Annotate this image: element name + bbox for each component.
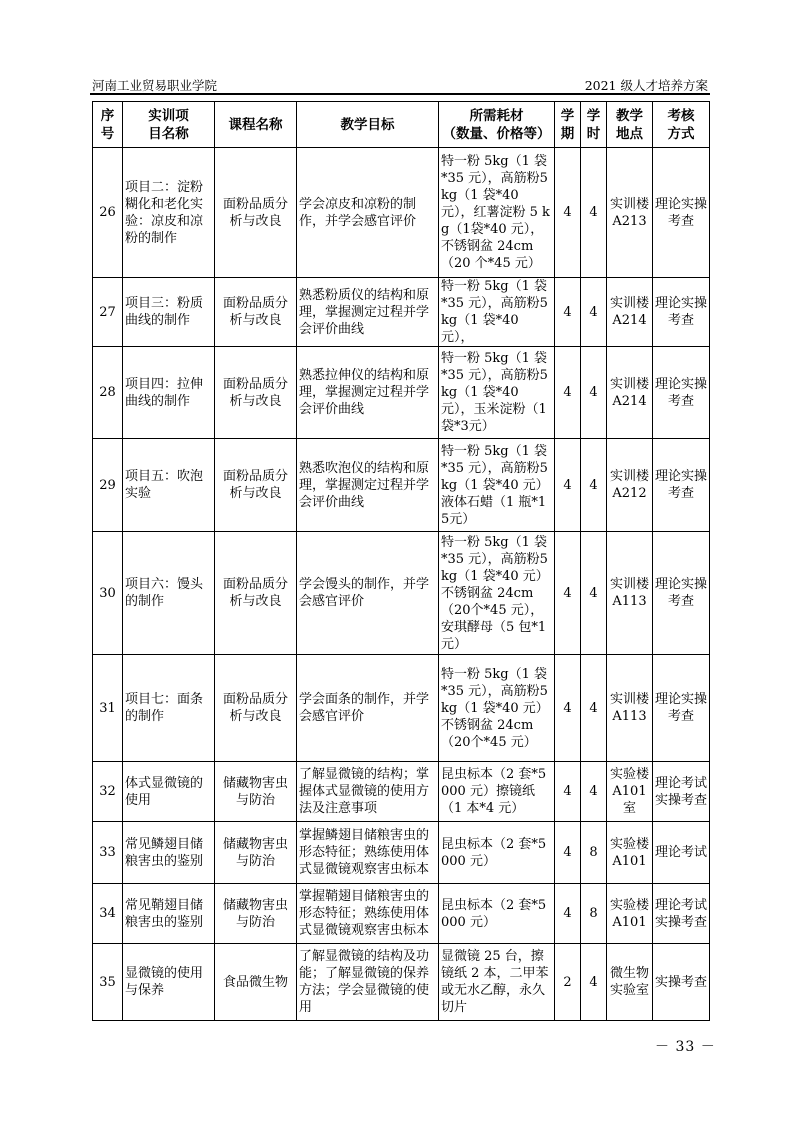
cell-no: 27 bbox=[93, 278, 123, 347]
cell-hours: 4 bbox=[581, 278, 607, 347]
cell-course: 面粉品质分析与改良 bbox=[215, 655, 297, 762]
cell-hours: 4 bbox=[581, 762, 607, 822]
cell-hours: 8 bbox=[581, 822, 607, 884]
cell-place: 实训楼A212 bbox=[607, 439, 653, 532]
cell-exam: 理论实操考查 bbox=[653, 655, 710, 762]
cell-project: 项目六：馒头的制作 bbox=[123, 532, 215, 655]
cell-materials: 特一粉 5kg（1 袋*35 元），高筋粉5kg（1 袋*40 元），红薯淀粉 5 kg（1袋*40 元），不锈钢盆 24cm（20 个*45 元） bbox=[439, 148, 555, 278]
cell-place: 实训楼A213 bbox=[607, 148, 653, 278]
cell-materials: 特一粉 5kg（1 袋*35 元），高筋粉5kg（1 袋*40 元）， bbox=[439, 278, 555, 347]
cell-exam: 理论实操考查 bbox=[653, 532, 710, 655]
cell-no: 28 bbox=[93, 347, 123, 439]
cell-materials: 昆虫标本（2 套*5000 元） bbox=[439, 822, 555, 884]
cell-exam: 理论考试实操考查 bbox=[653, 762, 710, 822]
cell-no: 31 bbox=[93, 655, 123, 762]
cell-goal: 掌握鳞翅目储粮害虫的形态特征；熟练使用体式显微镜观察害虫标本 bbox=[297, 822, 439, 884]
header-school-name: 河南工业贸易职业学院 bbox=[92, 78, 218, 93]
col-header-place: 教学 地点 bbox=[607, 102, 653, 148]
training-table bbox=[92, 101, 710, 1021]
cell-course: 食品微生物 bbox=[215, 944, 297, 1021]
cell-place: 实训楼A113 bbox=[607, 655, 653, 762]
col-header-term: 学 期 bbox=[555, 102, 581, 148]
cell-no: 34 bbox=[93, 884, 123, 944]
cell-place: 实验楼A101 室 bbox=[607, 762, 653, 822]
cell-place: 实训楼A214 bbox=[607, 347, 653, 439]
col-header-no: 序 号 bbox=[93, 102, 123, 148]
cell-exam: 理论实操考查 bbox=[653, 347, 710, 439]
cell-materials: 特一粉 5kg（1 袋*35 元），高筋粉5kg（1 袋*40 元）不锈钢盆 24cm（20个*45 元） bbox=[439, 655, 555, 762]
cell-materials: 显微镜 25 台，擦镜纸 2 本，二甲苯或无水乙醇，永久切片 bbox=[439, 944, 555, 1021]
cell-place: 实验楼A101 bbox=[607, 822, 653, 884]
cell-project: 体式显微镜的使用 bbox=[123, 762, 215, 822]
cell-course: 储藏物害虫与防治 bbox=[215, 762, 297, 822]
cell-goal: 学会凉皮和凉粉的制作，并学会感官评价 bbox=[297, 148, 439, 278]
cell-project: 项目三：粉质曲线的制作 bbox=[123, 278, 215, 347]
cell-term: 4 bbox=[555, 532, 581, 655]
cell-goal: 学会馒头的制作，并学会感官评价 bbox=[297, 532, 439, 655]
cell-materials: 特一粉 5kg（1 袋*35 元），高筋粉5kg（1 袋*40 元），玉米淀粉（1 袋*3元） bbox=[439, 347, 555, 439]
cell-exam: 理论实操考查 bbox=[653, 278, 710, 347]
cell-project: 项目七：面条的制作 bbox=[123, 655, 215, 762]
cell-exam: 理论考试实操考查 bbox=[653, 884, 710, 944]
cell-course: 面粉品质分析与改良 bbox=[215, 278, 297, 347]
cell-no: 30 bbox=[93, 532, 123, 655]
table-row bbox=[93, 884, 710, 944]
table-row bbox=[93, 439, 710, 532]
cell-hours: 8 bbox=[581, 884, 607, 944]
page-number: － 33 － bbox=[655, 1039, 716, 1055]
cell-course: 面粉品质分析与改良 bbox=[215, 347, 297, 439]
cell-course: 储藏物害虫与防治 bbox=[215, 884, 297, 944]
table-row bbox=[93, 762, 710, 822]
cell-place: 实训楼A113 bbox=[607, 532, 653, 655]
cell-hours: 4 bbox=[581, 655, 607, 762]
cell-goal: 熟悉吹泡仪的结构和原理，掌握测定过程并学会评价曲线 bbox=[297, 439, 439, 532]
table-row bbox=[93, 532, 710, 655]
cell-project: 常见鞘翅目储粮害虫的鉴别 bbox=[123, 884, 215, 944]
table-row bbox=[93, 944, 710, 1021]
cell-course: 面粉品质分析与改良 bbox=[215, 532, 297, 655]
cell-exam: 实操考查 bbox=[653, 944, 710, 1021]
cell-term: 4 bbox=[555, 762, 581, 822]
cell-exam: 理论考试 bbox=[653, 822, 710, 884]
cell-place: 实训楼A214 bbox=[607, 278, 653, 347]
cell-course: 储藏物害虫与防治 bbox=[215, 822, 297, 884]
table-header-row bbox=[93, 102, 710, 148]
cell-goal: 掌握鞘翅目储粮害虫的形态特征；熟练使用体式显微镜观察害虫标本 bbox=[297, 884, 439, 944]
cell-goal: 熟悉拉伸仪的结构和原理，掌握测定过程并学会评价曲线 bbox=[297, 347, 439, 439]
cell-term: 2 bbox=[555, 944, 581, 1021]
col-header-hours: 学 时 bbox=[581, 102, 607, 148]
cell-goal: 了解显微镜的结构及功能；了解显微镜的保养方法；学会显微镜的使用 bbox=[297, 944, 439, 1021]
table-row bbox=[93, 347, 710, 439]
cell-goal: 熟悉粉质仪的结构和原理，掌握测定过程并学会评价曲线 bbox=[297, 278, 439, 347]
table-row bbox=[93, 148, 710, 278]
cell-no: 26 bbox=[93, 148, 123, 278]
col-header-exam: 考核 方式 bbox=[653, 102, 710, 148]
cell-hours: 4 bbox=[581, 944, 607, 1021]
cell-term: 4 bbox=[555, 822, 581, 884]
cell-no: 33 bbox=[93, 822, 123, 884]
header-rule bbox=[90, 93, 710, 95]
cell-term: 4 bbox=[555, 347, 581, 439]
cell-materials: 特一粉 5kg（1 袋*35 元），高筋粉5kg（1 袋*40 元）液体石蜡（1 瓶*15元） bbox=[439, 439, 555, 532]
cell-project: 常见鳞翅目储粮害虫的鉴别 bbox=[123, 822, 215, 884]
cell-term: 4 bbox=[555, 278, 581, 347]
cell-exam: 理论实操考查 bbox=[653, 439, 710, 532]
col-header-goal: 教学目标 bbox=[297, 102, 439, 148]
table-row bbox=[93, 655, 710, 762]
cell-project: 项目二：淀粉糊化和老化实验：凉皮和凉粉的制作 bbox=[123, 148, 215, 278]
col-header-materials: 所需耗材 （数量、价格等） bbox=[439, 102, 555, 148]
cell-term: 4 bbox=[555, 148, 581, 278]
cell-term: 4 bbox=[555, 884, 581, 944]
cell-materials: 特一粉 5kg（1 袋*35 元），高筋粉5kg（1 袋*40 元）不锈钢盆 24cm（20个*45 元），安琪酵母（5 包*1 元） bbox=[439, 532, 555, 655]
cell-hours: 4 bbox=[581, 439, 607, 532]
table-row bbox=[93, 278, 710, 347]
cell-project: 项目四：拉伸曲线的制作 bbox=[123, 347, 215, 439]
cell-hours: 4 bbox=[581, 148, 607, 278]
col-header-project: 实训项 目名称 bbox=[123, 102, 215, 148]
cell-no: 32 bbox=[93, 762, 123, 822]
cell-term: 4 bbox=[555, 439, 581, 532]
col-header-course: 课程名称 bbox=[215, 102, 297, 148]
cell-materials: 昆虫标本（2 套*5000 元） bbox=[439, 884, 555, 944]
cell-term: 4 bbox=[555, 655, 581, 762]
cell-hours: 4 bbox=[581, 532, 607, 655]
table-row bbox=[93, 822, 710, 884]
cell-no: 29 bbox=[93, 439, 123, 532]
cell-materials: 昆虫标本（2 套*5000 元）擦镜纸（1 本*4 元） bbox=[439, 762, 555, 822]
page-header bbox=[90, 74, 710, 94]
cell-project: 显微镜的使用与保养 bbox=[123, 944, 215, 1021]
cell-hours: 4 bbox=[581, 347, 607, 439]
cell-project: 项目五：吹泡实验 bbox=[123, 439, 215, 532]
cell-place: 微生物实验室 bbox=[607, 944, 653, 1021]
cell-exam: 理论实操考查 bbox=[653, 148, 710, 278]
cell-goal: 了解显微镜的结构；掌握体式显微镜的使用方法及注意事项 bbox=[297, 762, 439, 822]
cell-course: 面粉品质分析与改良 bbox=[215, 148, 297, 278]
header-plan-title: 2021 级人才培养方案 bbox=[584, 78, 708, 93]
cell-course: 面粉品质分析与改良 bbox=[215, 439, 297, 532]
cell-place: 实验楼A101 bbox=[607, 884, 653, 944]
cell-no: 35 bbox=[93, 944, 123, 1021]
cell-goal: 学会面条的制作，并学会感官评价 bbox=[297, 655, 439, 762]
